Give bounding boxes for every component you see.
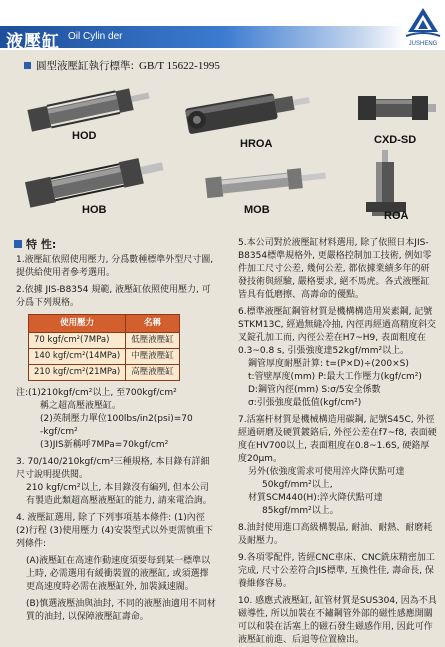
table-row [29, 333, 180, 349]
standard-line [24, 58, 220, 73]
hod-cylinder-image [18, 82, 153, 132]
product-photos [10, 78, 440, 228]
feature-7b: 另外(依強度需求可使用淬火降伏點可達 [248, 467, 405, 477]
bullet-square-icon [24, 62, 31, 69]
hroa-cylinder-image [180, 82, 315, 138]
features-left-column [16, 254, 216, 624]
feature-5: 5.本公司對於液壓缸材料選用, 除了依照日本JIS-B8354標準規格外, 更嚴格控制加工技術, 例如零件加工尺寸公差, 幾何公差, 都依據業績多年的研發技術與經驗, 嚴格要求, 絕不馬虎。各式液壓缸皆具有低磨擦、高壽命的優點。 [238, 238, 432, 300]
note-2: (2)英制壓力單位100lbs/in2(psi)=70 [40, 414, 193, 424]
table-row [29, 349, 180, 365]
title-bar [0, 26, 405, 52]
table-cell: 210 kgf/cm²(21MPa) [29, 365, 126, 381]
note-2-cont: -kgf/cm² [40, 427, 78, 437]
note-3: (3)JIS新稱呼7MPa=70kgf/cm² [40, 440, 169, 450]
roa-cylinder-image [356, 150, 416, 218]
feature-6c: t:管壁厚度(mm) P:最大工作壓力(kgf/cm²) [248, 372, 422, 382]
feature-6a: 6.標準液壓缸鋼管材質是機構構造用炭素鋼, 記號STKM13C, 經過無縫冷抽, 內徑再經過高精度斜交叉錠孔加工而, 內徑公差在H7~H9, 表面粗度在0.3~0.8 s, 引張強度達52kgf/mm²以上。 [238, 307, 437, 356]
feature-7a: 7.活塞杆材質是機械構造用碳鋼, 記號S45C, 外徑經過研磨及硬質鍍鉻后, 外徑公差在f7~f8, 表面硬度在HV700以上, 表面粗度在0.8~1.6S, 硬鉻厚度20μm。 [238, 415, 437, 464]
table-header-name: 名稱 [126, 315, 180, 333]
hob-cylinder-image [18, 154, 168, 206]
pressure-table [28, 314, 180, 381]
feature-8: 8.油封使用進口高級構製品, 耐油、耐熱、耐磨耗及耐壓力。 [238, 523, 433, 546]
table-cell: 70 kgf/cm²(7MPa) [29, 333, 126, 349]
features-heading-text: 特 性: [26, 238, 57, 251]
table-cell: 低壓液壓缸 [126, 333, 180, 349]
features-right-column [238, 237, 438, 647]
product-label-hod: HOD [72, 130, 97, 142]
product-label-mob: MOB [244, 204, 270, 216]
feature-4a: (A)液壓缸在高速作動速度須要每到某一標準以上時, 必需選用有緩衝裝置的液壓缸, 或須選擇更高速度時必需在液壓缸外, 加裝減速閥。 [26, 556, 211, 592]
table-cell: 高壓液壓缸 [126, 365, 180, 381]
note-1: 注:(1)210kgf/cm²以上, 至700kgf/cm² [16, 388, 177, 398]
table-header-pressure: 使用壓力 [29, 315, 126, 333]
feature-10: 10. 感應式液壓缸, 缸管材質是SUS304, 因為不具磁導性, 所以加裝在不鏽鋼管外部的磁性感應開關可以和裝在活塞上的磁石發生磁感作用, 因此可作液壓缸前進、后退等位置檢出。 [238, 596, 437, 645]
feature-7d: 材質SCM440(H):淬火降伏點可達 [248, 493, 383, 503]
table-cell: 中壓液壓缸 [126, 349, 180, 365]
feature-7e: 85kgf/mm²以上。 [262, 506, 339, 516]
product-label-cxd-sd: CXD-SD [374, 134, 417, 146]
table-cell: 140 kgf/cm²(14MPa) [29, 349, 126, 365]
product-label-hroa: HROA [240, 138, 273, 150]
page-title: 液壓缸 [6, 32, 60, 52]
cxd-sd-cylinder-image [350, 84, 438, 134]
standard-code: GB/T 15622-1995 [139, 59, 220, 72]
feature-3a: 3. 70/140/210kgf/cm²三種規格, 本目錄有詳細尺寸說明提供閱。 [16, 457, 210, 480]
feature-9: 9.各項零配件, 皆經CNC車床、CNC銑床精密加工完成, 尺寸公差符合JIS標準, 互換性佳, 壽命長, 保養維修容易。 [238, 553, 435, 589]
logo-text: JUSHENG [408, 41, 438, 47]
feature-4b: (B)慎選液壓油與油封, 不同的液壓油適用不同材質的油封, 以保障液壓缸壽命。 [26, 599, 216, 622]
product-label-roa: ROA [384, 210, 409, 222]
feature-6e: σ:引張強度最低值(kgf/cm²) [248, 398, 362, 408]
mob-cylinder-image [200, 162, 330, 202]
page-header [0, 0, 445, 50]
product-label-hob: HOB [82, 204, 107, 216]
feature-2: 2.依據 JIS-B8354 規範, 液壓缸依照使用壓力, 可分爲下列規格。 [16, 285, 211, 308]
feature-7c: 50kgf/mm²以上, [262, 480, 333, 490]
feature-4: 4. 液壓缸選用, 除了下列事項基本條件: (1)內徑 (2)行程 (3)使用壓力 (4)安裝型式以外更需慎重下列條件: [16, 513, 213, 549]
standard-label: 圓型液壓缸執行標準: [36, 60, 135, 72]
table-row [29, 365, 180, 381]
feature-6b: 鋼管厚度耐壓計算: t=(P×D)÷(200×S) [248, 359, 409, 369]
feature-1: 1.液壓缸依照使用壓力, 分爲數種標準外型尺寸圖, 提供給使用者參考選用。 [16, 255, 214, 278]
feature-3b: 210 kgf/cm²以上, 本目錄沒有編列, 但本公司有製造此類超高壓液壓缸的能力, 請來電洽詢。 [26, 483, 212, 506]
features-heading [14, 236, 56, 252]
bullet-square-icon [14, 240, 22, 248]
page-subtitle: Oil Cylin der [68, 31, 123, 42]
feature-6d: D:鋼管內徑(mm) S:σ/5安全係數 [248, 385, 381, 395]
note-1-cont: 稱之超高壓液壓缸。 [40, 401, 122, 411]
